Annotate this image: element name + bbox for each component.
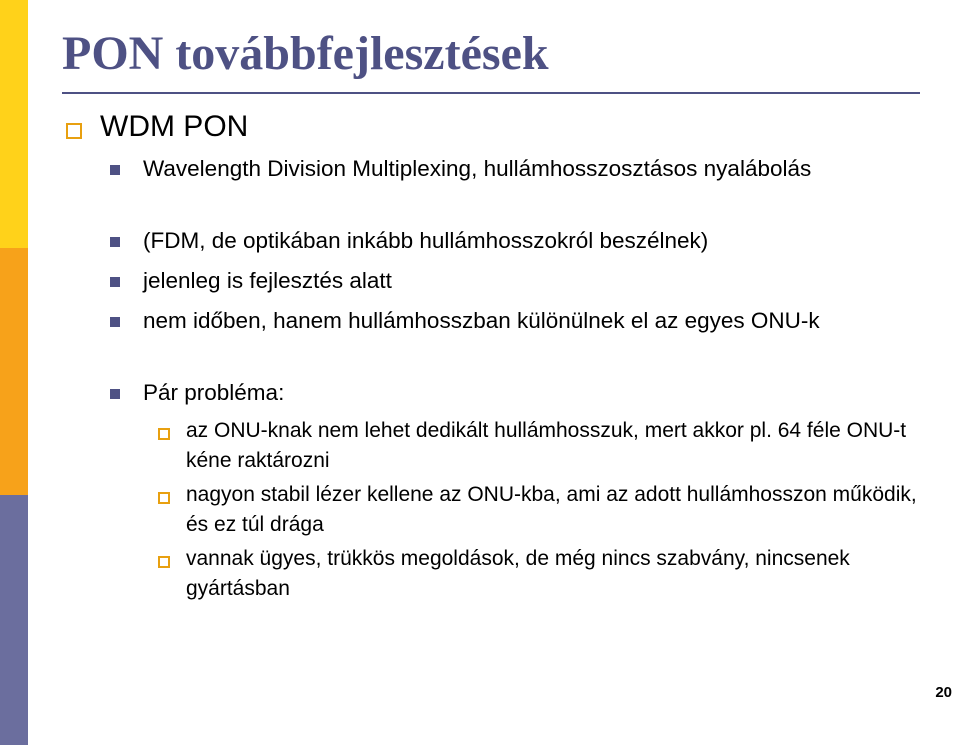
square-bullet-icon bbox=[110, 389, 120, 399]
level1-heading: WDM PON bbox=[100, 110, 249, 143]
square-bullet-icon bbox=[110, 237, 120, 247]
list-item-text: Pár probléma: bbox=[143, 380, 285, 405]
page-number: 20 bbox=[935, 684, 952, 701]
list-item-text: Wavelength Division Multiplexing, hullámhosszosztásos nyalábolás bbox=[143, 156, 812, 181]
sub-list-item-text: nagyon stabil lézer kellene az ONU-kba, ami az adott hullámhosszon működik, és ez túl drága bbox=[186, 483, 917, 536]
list-item-text: nem időben, hanem hullámhosszban különülnek el az egyes ONU-k bbox=[143, 308, 820, 333]
left-band-orange bbox=[0, 248, 28, 495]
left-band-yellow bbox=[0, 0, 28, 248]
hollow-square-bullet-icon bbox=[158, 492, 170, 504]
hollow-square-bullet-icon bbox=[158, 428, 170, 440]
sub-list-item-text: az ONU-knak nem lehet dedikált hullámhosszuk, mert akkor pl. 64 féle ONU-t kéne raktározni bbox=[186, 419, 907, 472]
square-bullet-icon bbox=[110, 165, 120, 175]
list-item-text: (FDM, de optikában inkább hullámhosszokról beszélnek) bbox=[143, 228, 709, 253]
left-band-blue bbox=[0, 495, 28, 745]
hollow-square-bullet-icon bbox=[158, 556, 170, 568]
square-bullet-icon bbox=[110, 317, 120, 327]
square-bullet-icon bbox=[110, 277, 120, 287]
sub-list-item-text: vannak ügyes, trükkös megoldások, de még nincs szabvány, nincsenek gyártásban bbox=[186, 547, 850, 600]
slide-title: PON továbbfejlesztések bbox=[62, 27, 549, 80]
title-underline bbox=[62, 92, 920, 94]
list-item-text: jelenleg is fejlesztés alatt bbox=[143, 268, 392, 293]
hollow-square-bullet-icon bbox=[66, 123, 82, 139]
